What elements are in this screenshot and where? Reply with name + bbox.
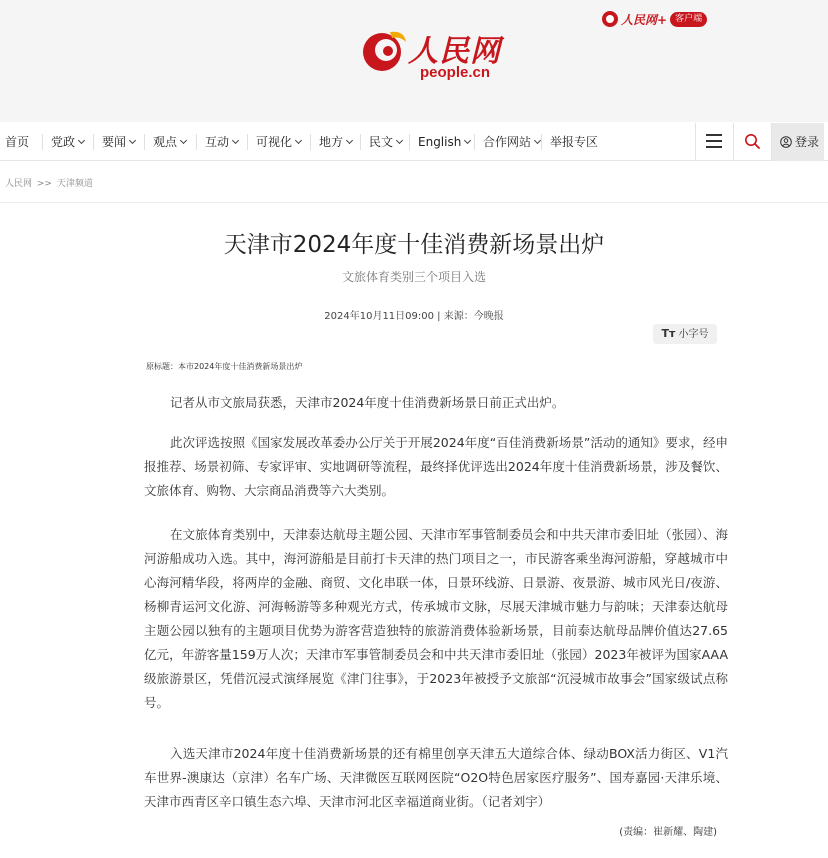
chevron-down-icon — [129, 137, 136, 144]
chevron-down-icon — [346, 137, 353, 144]
nav-separator — [474, 134, 475, 150]
article-paragraph: 记者从市文旅局获悉，天津市2024年度十佳消费新场景日前正式出炉。 — [170, 395, 565, 410]
article-paragraph: 入选天津市2024年度十佳消费新场景的还有棉里创享天津五大道综合体、绿动BOX活力街区、V1汽车世界-澳康达（京津）名车广场、天津微医互联网医院“O2O特色居家医疗服务”、国寿嘉园·天津乐境、天津市西青区辛口镇生态六埠、天津市河北区幸福道商业街。（记者刘宇） — [144, 746, 728, 809]
nav-item-label: 民文 — [369, 135, 394, 149]
article-title: 天津市2024年度十佳消费新场景出炉 — [223, 232, 605, 258]
article-paragraph: 此次评选按照《国家发展改革委办公厅关于开展2024年度“百佳消费新场景”活动的通知》要求，经申报推荐、场景初筛、专家评审、实地调研等流程，最终择优评选出2024年度十佳消费新场景，涉及餐饮、文旅体育、购物、大宗商品消费等六大类别。 — [144, 435, 728, 498]
nav-item[interactable] — [418, 123, 470, 161]
login-button[interactable] — [772, 123, 824, 161]
people-logo-swirl-icon — [360, 26, 410, 76]
nav-separator — [310, 134, 311, 150]
breadcrumb — [5, 176, 95, 189]
nav-separator — [144, 134, 145, 150]
breadcrumb-divider — [0, 202, 828, 203]
nav-item-label: 可视化 — [256, 135, 293, 149]
editor-credit: (责编：崔新耀、陶建) — [619, 827, 717, 838]
article-meta: 2024年10月11日09:00 | 来源：今晚报 — [324, 311, 504, 322]
original-title: 原标题：本市2024年度十佳消费新场景出炉 — [146, 362, 303, 371]
chevron-down-icon — [295, 137, 302, 144]
search-icon[interactable] — [744, 133, 760, 149]
nav-item[interactable] — [205, 123, 238, 161]
nav-item[interactable] — [369, 123, 402, 161]
article-subtitle: 文旅体育类别三个项目入选 — [341, 270, 486, 284]
user-icon — [780, 136, 792, 148]
nav-divider — [695, 123, 696, 161]
font-size-toggle-button[interactable] — [653, 324, 717, 344]
hamburger-menu-icon[interactable] — [706, 134, 722, 148]
chevron-down-icon — [534, 137, 541, 144]
nav-item-label: 互动 — [205, 135, 230, 149]
nav-separator — [196, 134, 197, 150]
nav-separator — [42, 134, 43, 150]
chevron-down-icon — [396, 137, 403, 144]
nav-item[interactable] — [319, 123, 352, 161]
nav-item-label: 首页 — [5, 135, 30, 149]
main-nav — [0, 123, 828, 161]
nav-divider — [733, 123, 734, 161]
chevron-down-icon — [232, 137, 239, 144]
logo-chinese-text: 人民网 — [408, 34, 501, 69]
nav-separator — [541, 134, 542, 150]
breadcrumb-channel-link[interactable]: 天津频道 — [56, 179, 93, 189]
breadcrumb-separator: >> — [36, 179, 52, 189]
chevron-down-icon — [78, 137, 85, 144]
nav-item-label: 举报专区 — [550, 135, 599, 149]
nav-separator — [409, 134, 410, 150]
app-client-badge: 客户端 — [670, 12, 707, 27]
nav-item[interactable] — [5, 123, 29, 161]
nav-item[interactable] — [256, 123, 301, 161]
nav-separator — [247, 134, 248, 150]
article-paragraph: 在文旅体育类别中，天津泰达航母主题公园、天津市军事管制委员会和中共天津市委旧址（张园）、海河游船成功入选。其中，海河游船是目前打卡天津的热门项目之一，市民游客乘坐海河游船，穿越城市中心海河精华段，将两岸的金融、商贸、文化串联一体，日景环线游、日景游、夜景游、城市风光日/夜游、杨柳青运河文化游、河海畅游等多种观光方式，传承城市文脉，尽展天津城市魅力与韵味；天津泰达航母主题公园以独有的主题项目优势为游客营造独特的旅游消费体验新场景，目前泰达航母品牌价值达27.65亿元，年游客量159万人次；天津市军事管制委员会和中共天津市委旧址（张园）2023年被评为国家AAA级旅游景区，凭借沉浸式演绎展览《津门往事》，于2023年被授予文旅部“沉浸城市故事会”国家级试点称号。 — [144, 527, 728, 710]
nav-item-label: 观点 — [153, 135, 178, 149]
nav-item[interactable] — [51, 123, 84, 161]
login-label: 登录 — [795, 135, 820, 149]
nav-item[interactable] — [550, 123, 598, 161]
chevron-down-icon — [464, 137, 471, 144]
nav-separator — [93, 134, 94, 150]
nav-item-label: English — [418, 135, 462, 149]
people-logo[interactable] — [360, 26, 510, 82]
people-plus-app-link[interactable] — [602, 9, 707, 29]
nav-item-label: 要闻 — [102, 135, 127, 149]
breadcrumb-home-link[interactable]: 人民网 — [5, 179, 33, 189]
font-size-icon: Tт — [661, 327, 676, 340]
nav-item[interactable] — [102, 123, 135, 161]
nav-item-label: 地方 — [319, 135, 344, 149]
font-size-label: 小字号 — [678, 329, 709, 340]
logo-english-text: people.cn — [420, 64, 491, 81]
nav-item[interactable] — [483, 123, 540, 161]
nav-item[interactable] — [153, 123, 186, 161]
nav-item-label: 党政 — [51, 135, 76, 149]
nav-separator — [360, 134, 361, 150]
people-plus-logo-icon — [602, 11, 618, 27]
nav-item-label: 合作网站 — [483, 135, 532, 149]
chevron-down-icon — [180, 137, 187, 144]
people-plus-text: 人民网+ — [621, 12, 668, 27]
